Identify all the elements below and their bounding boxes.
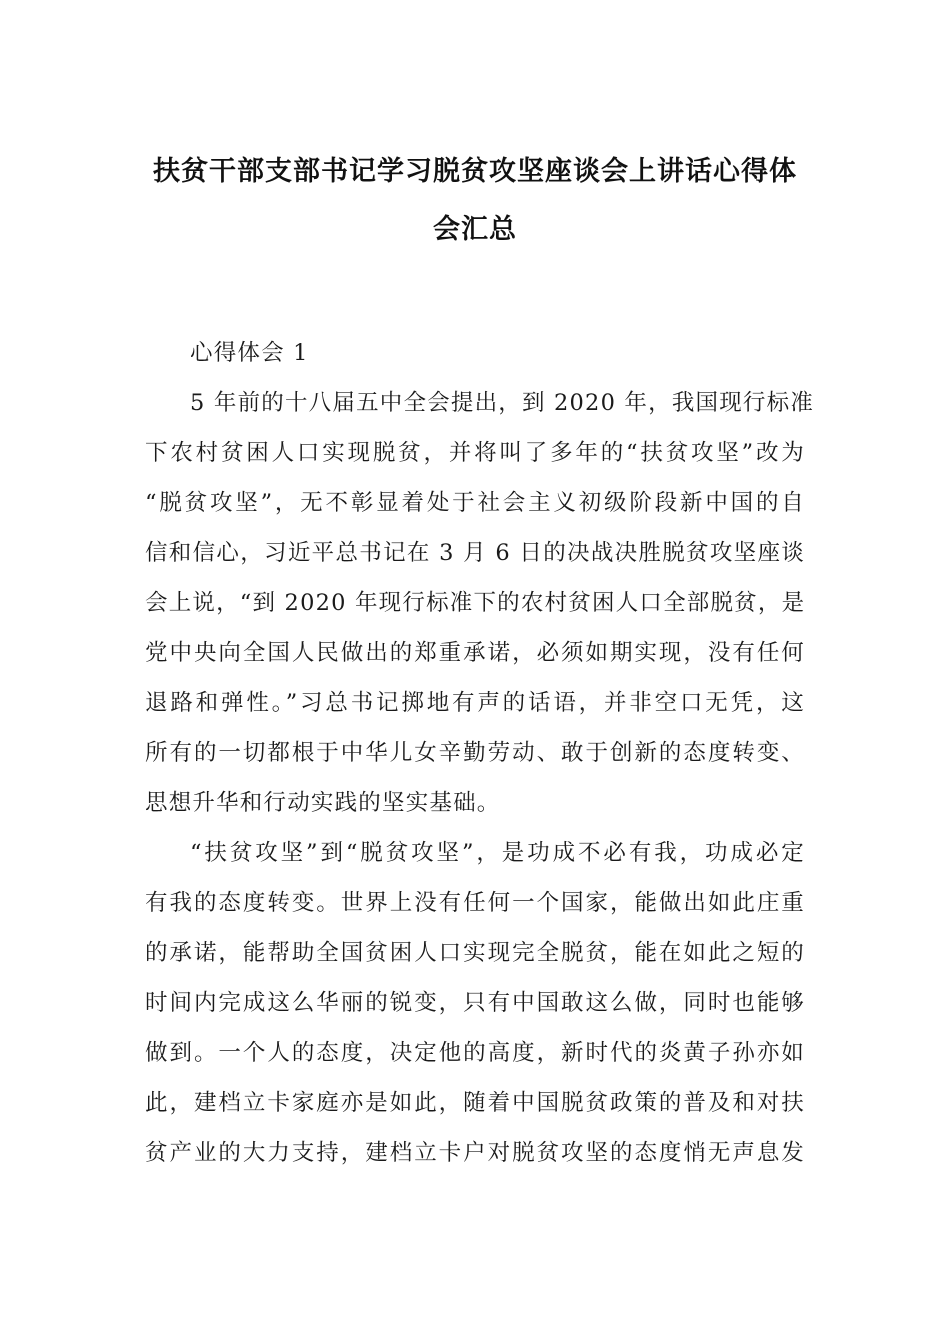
- paragraph-2-line: “扶贫攻坚”到“脱贫攻坚”，是功成不必有我，功成必定: [190, 840, 805, 866]
- paragraph-1-line: 下农村贫困人口实现脱贫，并将叫了多年的“扶贫攻坚”改为: [145, 440, 805, 466]
- paragraph-2-line: 此，建档立卡家庭亦是如此，随着中国脱贫政策的普及和对扶: [145, 1090, 805, 1116]
- paragraph-1-line: 党中央向全国人民做出的郑重承诺，必须如期实现，没有任何: [145, 640, 805, 666]
- document-title-line-1: 扶贫干部支部书记学习脱贫攻坚座谈会上讲话心得体: [153, 156, 797, 187]
- section-heading: 心得体会 1: [190, 340, 309, 366]
- paragraph-2-line: 时间内完成这么华丽的锐变，只有中国敢这么做，同时也能够: [145, 990, 805, 1016]
- paragraph-1-line: 会上说，“到 2020 年现行标准下的农村贫困人口全部脱贫，是: [145, 590, 806, 616]
- paragraph-2-line: 有我的态度转变。世界上没有任何一个国家，能做出如此庄重: [145, 890, 805, 916]
- paragraph-1-line: 思想升华和行动实践的坚实基础。: [145, 790, 501, 816]
- paragraph-1-line: 退路和弹性。”习总书记掷地有声的话语，并非空口无凭，这: [145, 690, 805, 716]
- paragraph-1-line: 信和信心，习近平总书记在 3 月 6 日的决战决胜脱贫攻坚座谈: [145, 540, 805, 566]
- paragraph-2-line: 贫产业的大力支持，建档立卡户对脱贫攻坚的态度悄无声息发: [145, 1140, 805, 1166]
- paragraph-1-line: 所有的一切都根于中华儿女辛勤劳动、敢于创新的态度转变、: [145, 740, 805, 766]
- paragraph-1-line: 5 年前的十八届五中全会提出，到 2020 年，我国现行标准: [190, 390, 815, 416]
- document-title-line-2: 会汇总: [433, 214, 517, 245]
- paragraph-1-line: “脱贫攻坚”，无不彰显着处于社会主义初级阶段新中国的自: [145, 490, 805, 516]
- paragraph-2-line: 做到。一个人的态度，决定他的高度，新时代的炎黄子孙亦如: [145, 1040, 805, 1066]
- paragraph-2-line: 的承诺，能帮助全国贫困人口实现完全脱贫，能在如此之短的: [145, 940, 805, 966]
